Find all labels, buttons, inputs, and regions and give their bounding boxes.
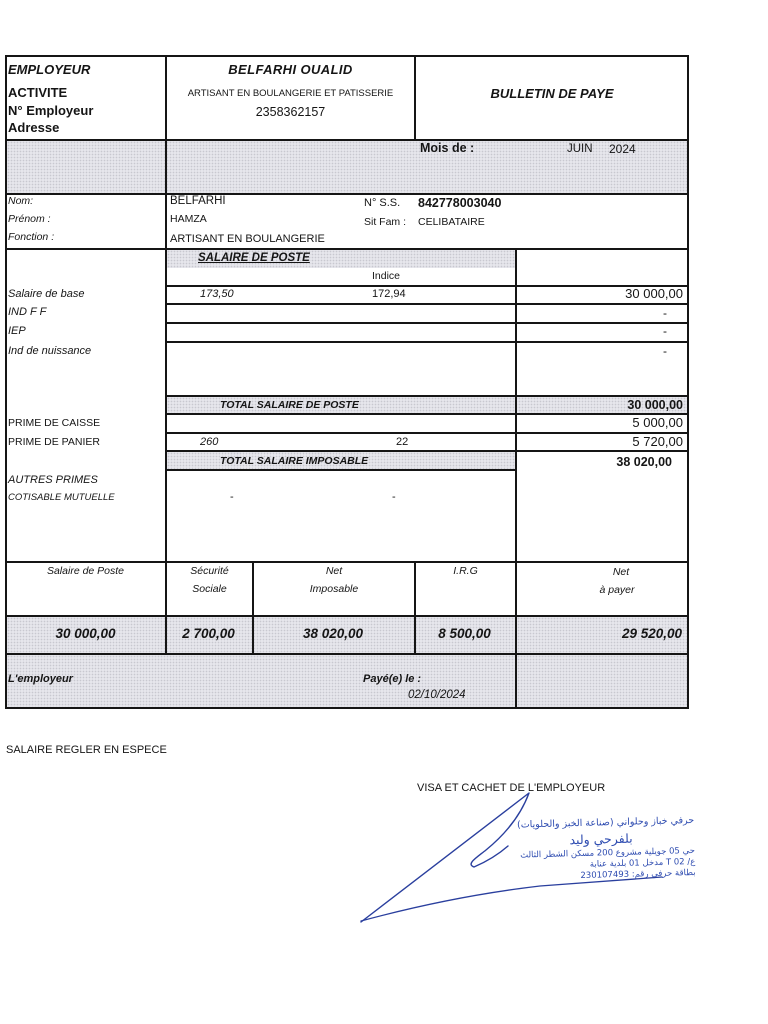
label-prenom: Prénom : (8, 213, 51, 225)
summary-header-a-payer: à payer (599, 584, 635, 596)
label-ind-ff: IND F F (8, 306, 47, 318)
summary-header-salaire-poste: Salaire de Poste (46, 565, 125, 577)
table-rule-h (166, 322, 689, 324)
stamp-line-card-number: بطاقة حرفي رقم: 230107493 (580, 867, 696, 881)
label-employeur: EMPLOYEUR (8, 62, 91, 77)
base-amount: 30 000,00 (625, 286, 683, 301)
label-numero-employeur: N° Employeur (8, 103, 94, 118)
employer-stamp (460, 814, 696, 885)
employee-nom: BELFARHI (170, 195, 226, 207)
table-rule-h (5, 139, 689, 141)
total-imposable-label: TOTAL SALAIRE IMPOSABLE (220, 455, 369, 467)
table-rule-h (166, 432, 689, 434)
summary-irg-value: 8 500,00 (438, 626, 491, 641)
label-fonction: Fonction : (8, 231, 55, 243)
employee-ss-number: 842778003040 (418, 196, 502, 210)
period-month: JUIN (567, 143, 593, 155)
summary-header-imposable: Imposable (309, 583, 359, 595)
base-quantity: 173,50 (200, 288, 234, 300)
label-iep: IEP (8, 325, 26, 337)
summary-header-securite: Sécurité (190, 565, 229, 577)
iep-amount: - (663, 324, 667, 338)
table-rule-h (166, 285, 689, 287)
summary-header-net: Net (325, 565, 343, 577)
summary-salaire-poste-value: 30 000,00 (55, 626, 116, 641)
period-label: Mois de : (420, 141, 475, 155)
stamp-line-commune: ع/ T 02 مدخل 01 بلدية عنابة (589, 856, 696, 870)
summary-header-net-payer: Net (612, 566, 630, 578)
total-poste-amount: 30 000,00 (627, 398, 683, 412)
footer-paid-label: Payé(e) le : (363, 673, 422, 685)
summary-net-a-payer-value: 29 520,00 (621, 626, 682, 641)
visa-label: VISA ET CACHET DE L'EMPLOYEUR (417, 782, 606, 794)
total-imposable-amount: 38 020,00 (616, 455, 672, 469)
table-rule-h (166, 450, 689, 452)
table-rule-h (166, 413, 689, 415)
table-rule-h (166, 341, 689, 343)
label-ind-nuissance: Ind de nuissance (8, 345, 92, 357)
autres-primes-value-a: - (230, 491, 234, 503)
footer-paid-date: 02/10/2024 (408, 689, 466, 701)
table-rule-h (166, 395, 689, 397)
total-poste-label: TOTAL SALAIRE DE POSTE (220, 399, 359, 411)
summary-securite-sociale-value: 2 700,00 (182, 626, 235, 641)
employer-activity: ARTISANT EN BOULANGERIE ET PATISSERIE (187, 88, 394, 99)
panier-quantity: 260 (200, 436, 219, 448)
document-title: BULLETIN DE PAYE (490, 86, 614, 101)
label-cotisable-mutuelle: COTISABLE MUTUELLE (8, 492, 115, 503)
label-sit-fam: Sit Fam : (364, 216, 407, 228)
summary-header-irg: I.R.G (453, 565, 478, 577)
employee-sit-fam: CELIBATAIRE (418, 216, 485, 228)
label-nom: Nom: (8, 195, 34, 207)
autres-primes-value-b: - (392, 491, 396, 503)
summary-header-sociale: Sociale (192, 583, 227, 595)
base-indice: 172,94 (372, 288, 406, 300)
summary-net-imposable-value: 38 020,00 (302, 626, 364, 641)
indice-label: Indice (372, 270, 401, 282)
stamp-line-name: بلفرحي وليد (569, 830, 633, 848)
label-activite: ACTIVITE (8, 85, 68, 100)
table-rule-v (515, 249, 517, 708)
ind-ff-amount: - (663, 306, 667, 320)
table-rule-h (5, 561, 689, 563)
employee-fonction: ARTISANT EN BOULANGERIE (170, 233, 325, 245)
period-year: 2024 (609, 142, 636, 156)
label-prime-panier: PRIME DE PANIER (8, 436, 100, 448)
salaire-de-poste-title: SALAIRE DE POSTE (198, 252, 310, 264)
label-prime-caisse: PRIME DE CAISSE (8, 417, 101, 429)
panier-rate: 22 (396, 436, 409, 448)
stamp-line-address: حي 05 جويلية مشروع 200 مسكن الشطر الثالث (520, 845, 696, 861)
footer-employer-label: L'employeur (8, 673, 73, 685)
table-rule-h (166, 469, 516, 471)
table-rule-h (5, 248, 689, 250)
prime-caisse-amount: 5 000,00 (632, 415, 683, 430)
label-adresse: Adresse (8, 120, 60, 135)
label-autres-primes: AUTRES PRIMES (8, 474, 98, 486)
prime-panier-amount: 5 720,00 (632, 434, 683, 449)
employer-number: 2358362157 (255, 105, 326, 119)
label-ss: N° S.S. (364, 197, 401, 209)
table-rule-h (5, 615, 689, 617)
employer-name: BELFARHI OUALID (228, 62, 353, 77)
table-rule-h (5, 193, 689, 195)
table-rule-h (5, 653, 689, 655)
label-salaire-de-base: Salaire de base (8, 288, 85, 300)
nuisance-amount: - (663, 344, 667, 358)
payment-note: SALAIRE REGLER EN ESPECE (6, 744, 167, 756)
employee-prenom: HAMZA (170, 213, 207, 225)
stamp-line-trade: حرفي خباز وحلواني (صناعة الخبز والحلويات) (516, 814, 695, 831)
table-rule-h (166, 303, 689, 305)
